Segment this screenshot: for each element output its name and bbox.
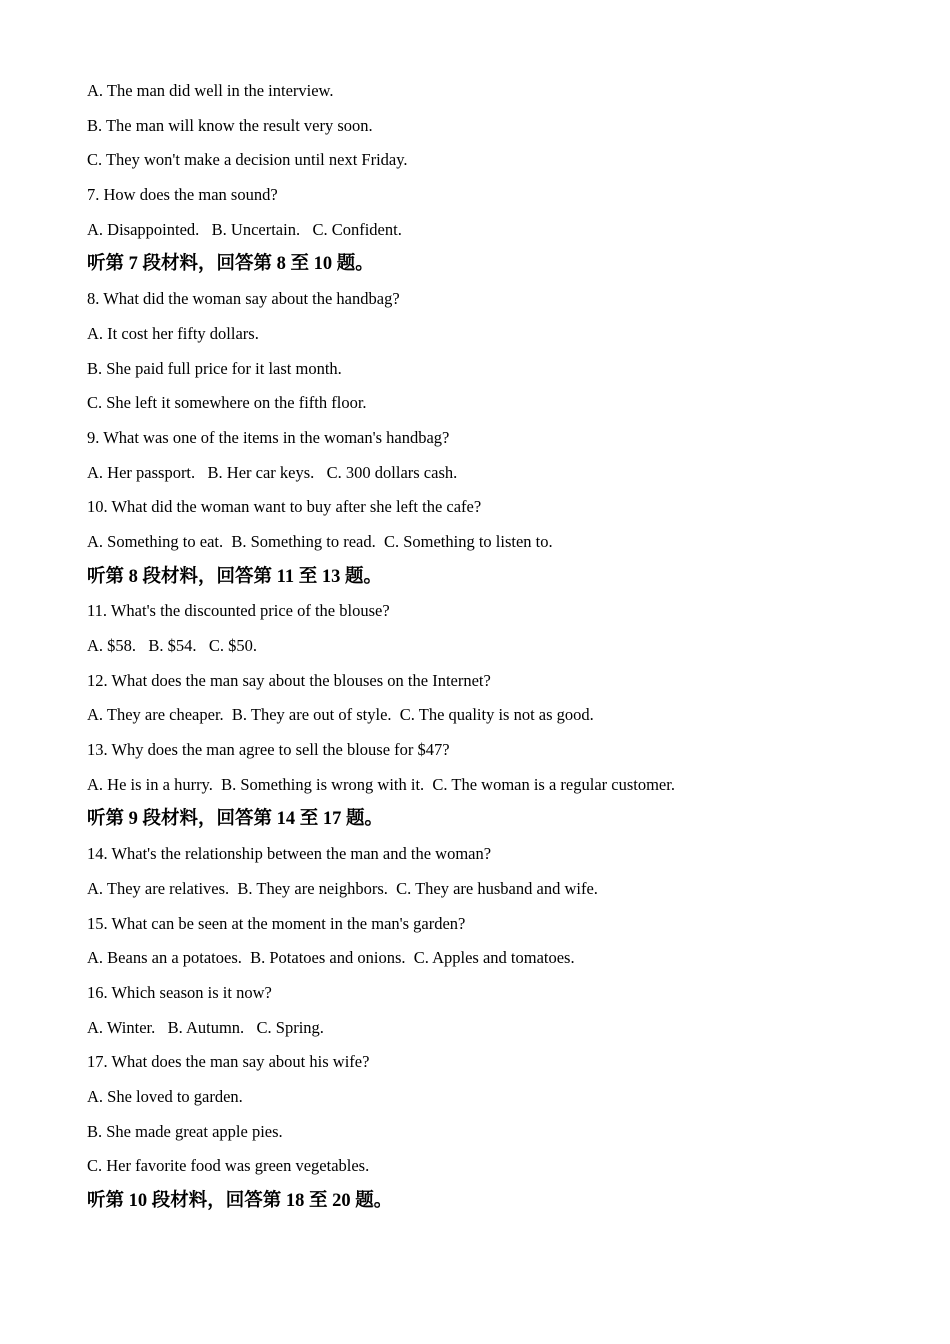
option-line: A. Winter. B. Autumn. C. Spring. [87,1017,324,1037]
option-line: C. She left it somewhere on the fifth floor. [87,393,367,413]
option-line: A. Her passport. B. Her car keys. C. 300 dollars cash. [87,462,458,482]
question-line: 9. What was one of the items in the woman's handbag? [87,427,450,447]
option-line: C. Her favorite food was green vegetables. [87,1156,370,1176]
document-page [87,74,907,1219]
option-line: A. He is in a hurry. B. Something is wrong with it. C. The woman is a regular customer. [87,774,675,794]
section-heading: 听第 10 段材料，回答第 18 至 20 题。 [87,1191,393,1211]
option-line: A. Something to eat. B. Something to read. C. Something to listen to. [87,531,553,551]
option-line: A. $58. B. $54. C. $50. [87,636,258,655]
option-line: A. Disappointed. B. Uncertain. C. Confident. [87,219,402,239]
question-line: 11. What's the discounted price of the blouse? [87,601,390,621]
option-line: A. The man did well in the interview. [87,81,334,100]
section-heading: 听第 7 段材料，回答第 8 至 10 题。 [87,254,374,275]
question-line: 8. What did the woman say about the handbag? [87,289,400,309]
question-line: 12. What does the man say about the blouses on the Internet? [87,670,491,690]
question-line: 7. How does the man sound? [87,185,278,205]
option-line: B. The man will know the result very soon. [87,115,373,135]
option-line: B. She paid full price for it last month. [87,358,342,378]
question-line: 10. What did the woman want to buy after she left the cafe? [87,497,482,517]
option-line: A. She loved to garden. [87,1086,243,1106]
question-line: 17. What does the man say about his wife? [87,1052,370,1072]
option-line: A. They are cheaper. B. They are out of style. C. The quality is not as good. [87,705,594,725]
question-line: 14. What's the relationship between the man and the woman? [87,844,492,864]
section-heading: 听第 8 段材料，回答第 11 至 13 题。 [87,566,382,587]
option-line: A. They are relatives. B. They are neighbors. C. They are husband and wife. [87,878,598,898]
section-heading: 听第 9 段材料，回答第 14 至 17 题。 [87,809,384,830]
question-line: 13. Why does the man agree to sell the blouse for $47? [87,740,450,760]
option-line: A. It cost her fifty dollars. [87,323,259,343]
option-line: A. Beans an a potatoes. B. Potatoes and onions. C. Apples and tomatoes. [87,948,575,968]
question-line: 15. What can be seen at the moment in the man's garden? [87,913,466,933]
question-line: 16. Which season is it now? [87,982,272,1002]
option-line: B. She made great apple pies. [87,1121,283,1141]
option-line: C. They won't make a decision until next Friday. [87,150,408,170]
